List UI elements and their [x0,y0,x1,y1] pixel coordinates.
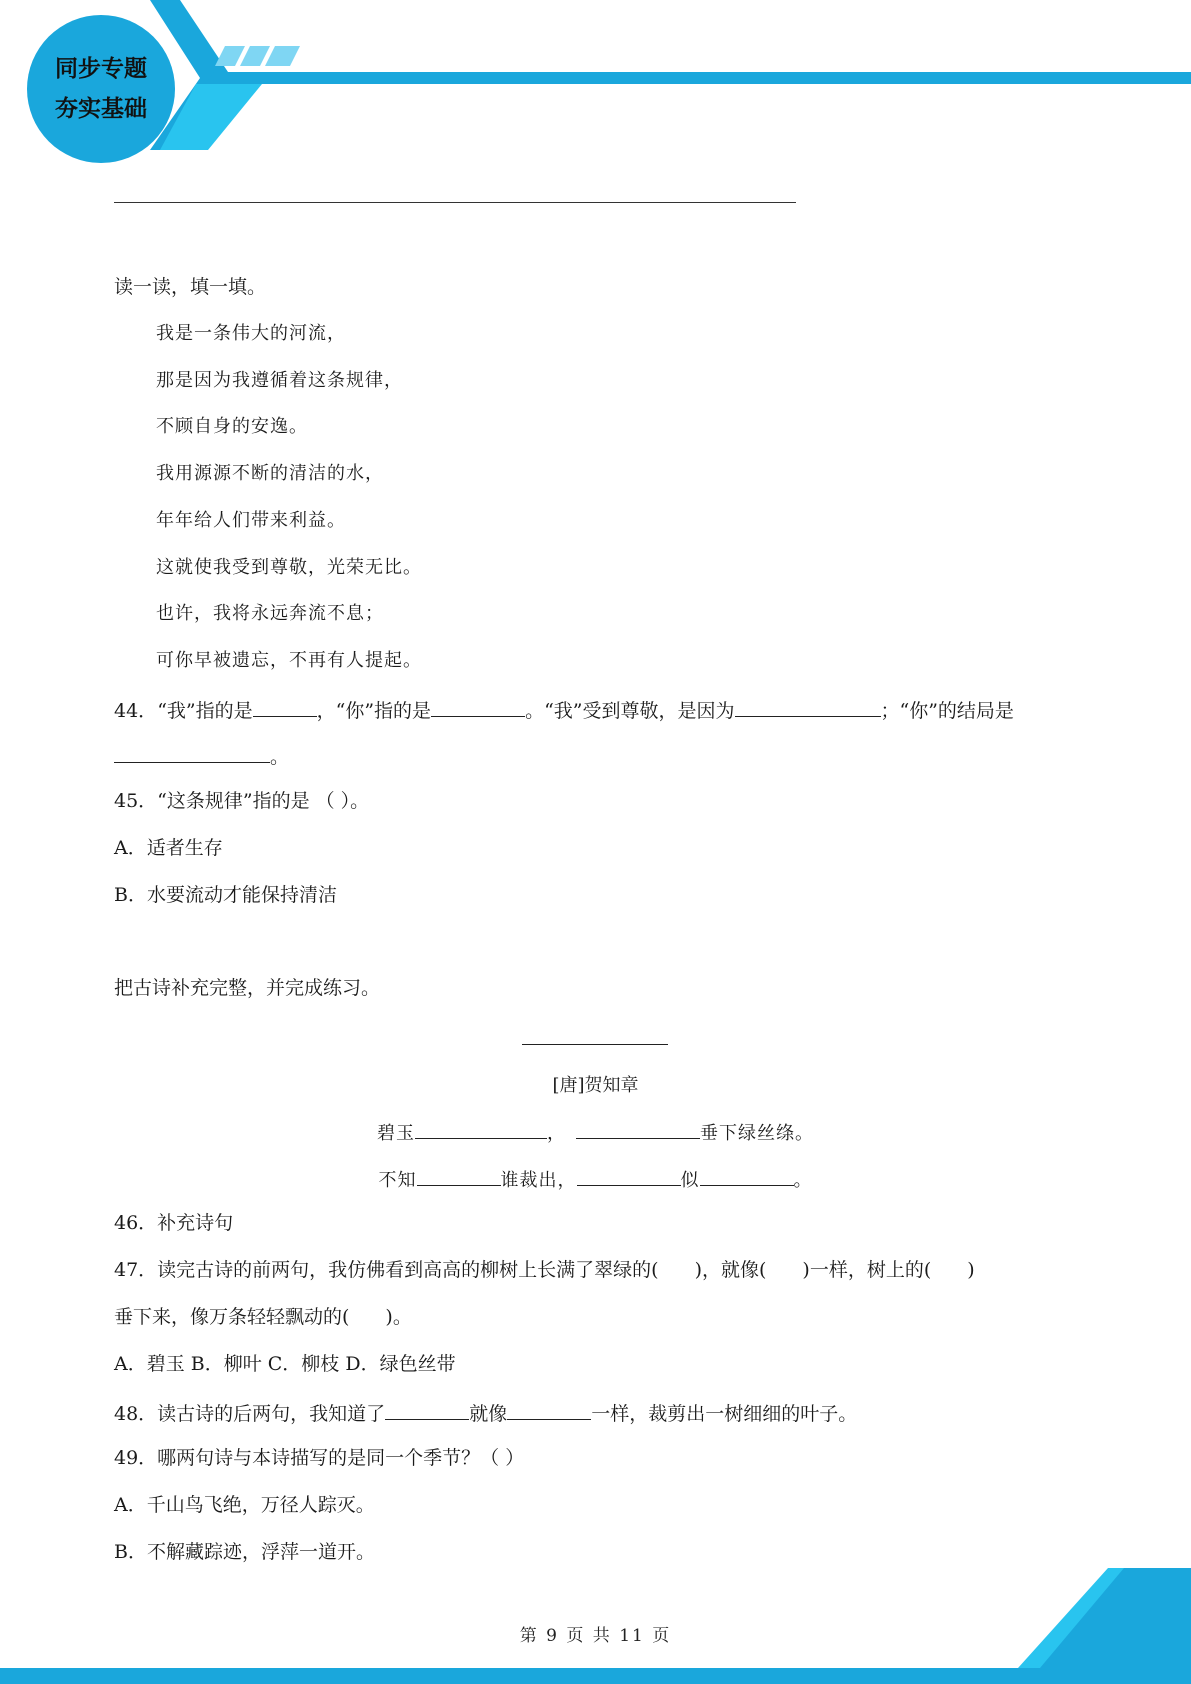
option-b[interactable]: B．水要流动才能保持清洁 [114,884,337,906]
question-text: ) [967,1259,975,1281]
question-44-continued [114,742,289,769]
poem-author: [唐]贺知章 [552,1075,639,1096]
poem-text: 。 [793,1170,813,1191]
fill-blank[interactable] [253,696,317,717]
badge-line-2: 夯实基础 [55,96,147,122]
poem-line: 那是因为我遵循着这条规律， [156,370,403,391]
question-text: 一样，裁剪出一树细细的叶子。 [591,1403,858,1425]
poem-text: 谁裁出， [500,1170,577,1191]
question-47-continued [114,1305,412,1329]
poem-text: 不知 [378,1170,417,1191]
poem-line: 年年给人们带来利益。 [156,510,346,531]
fill-blank[interactable] [507,1399,591,1420]
poem-line-2 [0,1165,1191,1192]
poem-line-1 [0,1118,1191,1145]
question-text: “我”指的是 [157,700,253,722]
question-47-options[interactable]: A．碧玉 B．柳叶 C．柳枝 D．绿色丝带 [114,1353,456,1375]
question-number: 44． [114,700,158,722]
question-text: 。 [270,746,290,768]
page-number: 第 9 页 共 11 页 [519,1626,672,1646]
question-text: )。 [385,1306,412,1328]
question-text: 47．读完古诗的前两句，我仿佛看到高高的柳树上长满了翠绿的( [114,1259,659,1281]
question-48 [114,1399,857,1426]
option-a[interactable]: A．适者生存 [114,837,223,859]
question-text: 垂下来，像万条轻轻飘动的( [114,1306,350,1328]
question-49: 49．哪两句诗与本诗描写的是同一个季节？（ ） [114,1447,525,1469]
poem-title-blank[interactable] [522,1044,668,1045]
fill-blank[interactable] [576,1118,700,1139]
question-text: ；“你”的结局是 [880,700,1014,722]
poem-line: 也许，我将永远奔流不息； [156,603,384,624]
question-text: 48．读古诗的后两句，我知道了 [114,1403,386,1425]
poem-line: 这就使我受到尊敬，光荣无比。 [156,557,422,578]
question-text: 就像 [469,1403,508,1425]
fill-blank[interactable] [114,742,270,763]
fill-blank[interactable] [700,1165,794,1186]
fill-blank[interactable] [415,1118,547,1139]
poem-text: 碧玉 [377,1123,415,1144]
answer-line [114,202,796,203]
fill-blank[interactable] [385,1399,469,1420]
fill-blank[interactable] [577,1165,681,1186]
fill-blank[interactable] [735,696,881,717]
option-a[interactable]: A．千山鸟飞绝，万径人踪灭。 [114,1494,375,1516]
fill-blank[interactable] [417,1165,501,1186]
question-text: ，“你”指的是 [316,700,432,722]
question-text: )，就像( [694,1259,767,1281]
poem-line: 我是一条伟大的河流， [156,323,346,344]
poem-line: 我用源源不断的清洁的水， [156,463,384,484]
section2-instruction: 把古诗补充完整，并完成练习。 [114,977,381,999]
section1-instruction: 读一读，填一填。 [114,276,267,298]
poem-text: ， [547,1123,566,1144]
poem-line: 不顾自身的安逸。 [156,416,308,437]
poem-line: 可你早被遗忘，不再有人提起。 [156,650,422,671]
question-text: 。“我”受到尊敬，是因为 [525,700,735,722]
question-text: )一样，树上的( [802,1259,932,1281]
poem-text: 垂下绿丝绦。 [700,1123,814,1144]
badge-line-1: 同步专题 [55,56,147,82]
question-44 [114,696,1014,723]
option-b[interactable]: B．不解藏踪迹，浮萍一道开。 [114,1541,375,1563]
poem-text: 似 [680,1170,700,1191]
question-46: 46．补充诗句 [114,1212,234,1234]
question-45: 45．“这条规律”指的是 （ ）。 [114,790,370,812]
section-badge [27,15,175,163]
page-header [0,0,1191,160]
question-47 [114,1258,975,1282]
header-decoration [0,0,1191,160]
fill-blank[interactable] [431,696,525,717]
